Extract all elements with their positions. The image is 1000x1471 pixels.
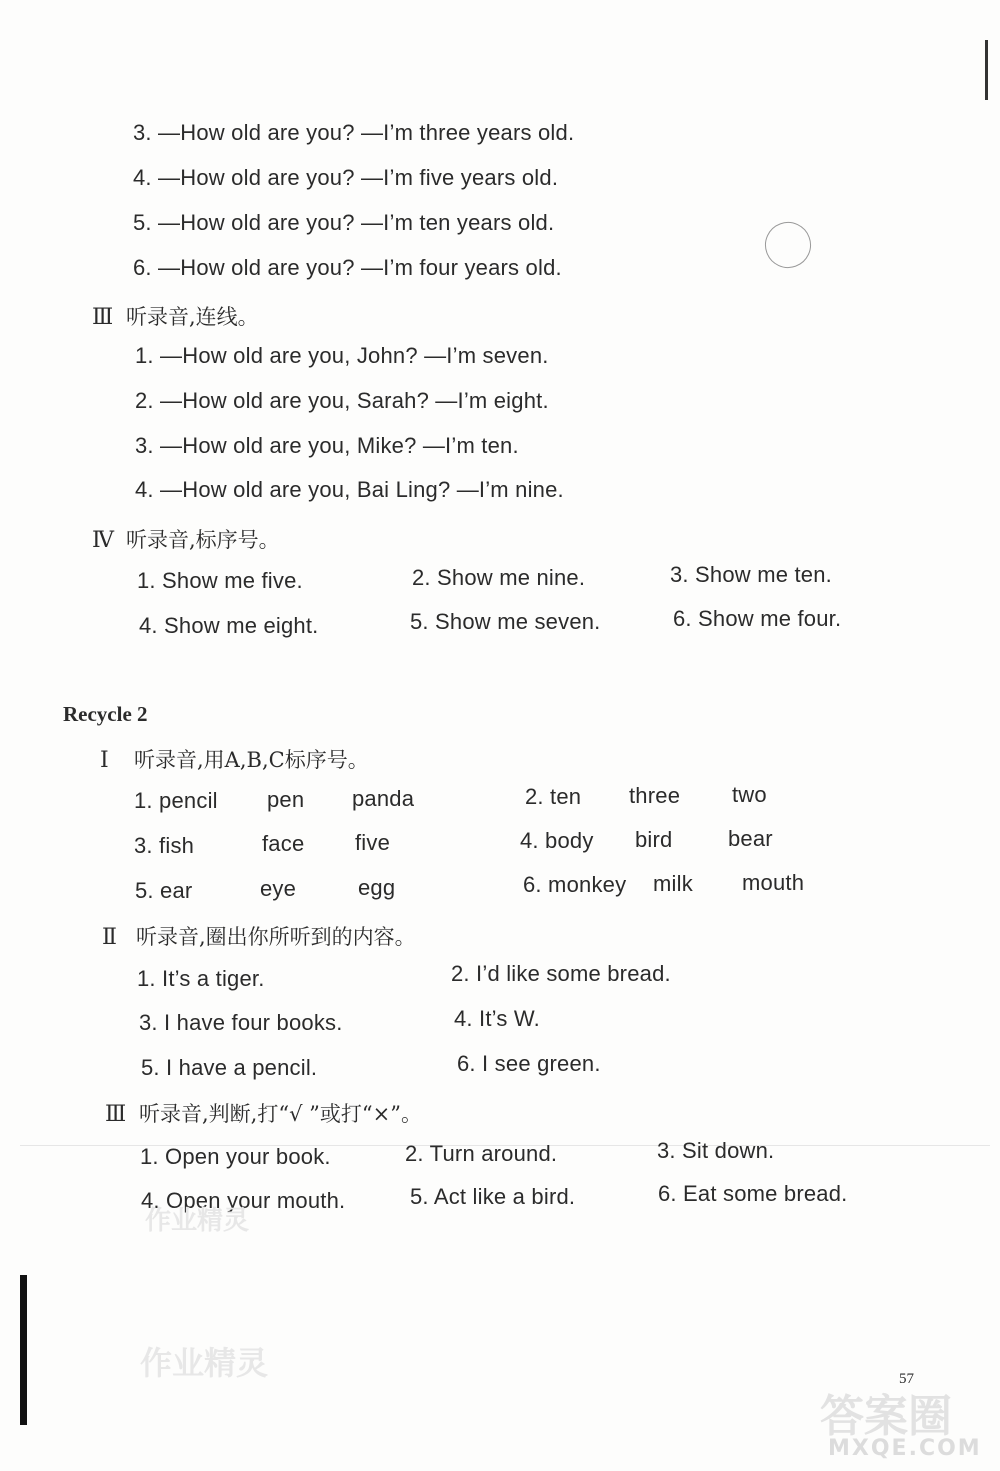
list-item: 4. Show me eight.: [139, 613, 319, 638]
word-item: two: [732, 782, 767, 807]
page-number: 57: [899, 1371, 914, 1387]
list-item: 6. Show me four.: [673, 606, 842, 631]
dialog-line: 4. —How old are you, Bai Ling? —I’m nine.: [135, 477, 564, 502]
corner-watermark-url: MXQE.COM: [828, 1436, 982, 1461]
scan-edge-top-right: [985, 40, 988, 100]
dialog-line: 3. —How old are you? —I’m three years old.: [133, 120, 575, 145]
word-item: panda: [352, 786, 415, 811]
section-title: 听录音,连线。: [126, 305, 259, 329]
section-number: Ⅲ: [105, 1101, 127, 1126]
list-item: 1. Open your book.: [140, 1144, 331, 1169]
corner-watermark-logo: 答案圈: [820, 1391, 952, 1442]
word-item: eye: [260, 876, 297, 901]
list-item: 3. Sit down.: [657, 1138, 775, 1163]
watermark-text: 作业精灵: [140, 1344, 269, 1382]
word-item: pen: [267, 787, 305, 812]
section-title: 听录音,标序号。: [126, 528, 280, 552]
dialog-line: 3. —How old are you, Mike? —I’m ten.: [135, 433, 519, 458]
section-heading: [102, 921, 416, 951]
list-item: 6. I see green.: [457, 1051, 601, 1076]
section-number: Ⅱ: [102, 924, 117, 949]
word-item: mouth: [742, 870, 805, 895]
word-item: bear: [728, 826, 773, 851]
section-heading: [100, 744, 369, 774]
word-item: bird: [635, 827, 673, 852]
section-number: Ⅲ: [92, 304, 114, 329]
word-item: 2. ten: [525, 784, 582, 809]
list-item: 5. I have a pencil.: [141, 1055, 318, 1080]
dialog-line: 2. —How old are you, Sarah? —I’m eight.: [135, 388, 549, 413]
list-item: 3. I have four books.: [139, 1010, 343, 1035]
list-item: 4. Open your mouth.: [141, 1188, 346, 1213]
section-title: 听录音,用A,B,C标序号。: [134, 748, 369, 772]
scan-edge-left: [20, 1275, 27, 1425]
list-item: 4. It’s W.: [454, 1006, 540, 1031]
word-item: milk: [653, 871, 693, 896]
watermark-text: 作业精灵: [145, 1206, 250, 1236]
word-item: 3. fish: [134, 833, 195, 858]
section-number: Ⅳ: [92, 527, 114, 552]
section-title: 听录音,判断,打“√ ”或打“×”。: [139, 1102, 422, 1126]
dialog-line: 4. —How old are you? —I’m five years old.: [133, 165, 559, 190]
word-item: 1. pencil: [134, 788, 218, 813]
list-item: 2. Turn around.: [405, 1141, 558, 1166]
list-item: 1. Show me five.: [137, 568, 303, 593]
dialog-line: 6. —How old are you? —I’m four years old.: [133, 255, 562, 280]
list-item: 5. Act like a bird.: [410, 1184, 576, 1209]
dialog-line: 5. —How old are you? —I’m ten years old.: [133, 210, 555, 235]
dialog-line: 1. —How old are you, John? —I’m seven.: [135, 343, 549, 368]
section-title: 听录音,圈出你所听到的内容。: [136, 925, 416, 949]
list-item: 5. Show me seven.: [410, 609, 601, 634]
word-item: 6. monkey: [523, 872, 627, 897]
word-item: face: [262, 831, 305, 856]
list-item: 3. Show me ten.: [670, 562, 832, 587]
section-heading: [92, 524, 280, 554]
list-item: 1. It’s a tiger.: [137, 966, 265, 991]
section-number: Ⅰ: [100, 747, 109, 772]
section-heading: [105, 1098, 422, 1128]
section-heading: [92, 301, 259, 331]
list-item: 2. Show me nine.: [412, 565, 586, 590]
list-item: 6. Eat some bread.: [658, 1181, 848, 1206]
word-item: 5. ear: [135, 878, 193, 903]
word-item: egg: [358, 875, 396, 900]
word-item: three: [629, 783, 681, 808]
stamp-mark: [759, 216, 818, 275]
list-item: 2. I’d like some bread.: [451, 961, 671, 986]
unit-title: Recycle 2: [63, 702, 148, 726]
word-item: five: [355, 830, 391, 855]
word-item: 4. body: [520, 828, 594, 853]
